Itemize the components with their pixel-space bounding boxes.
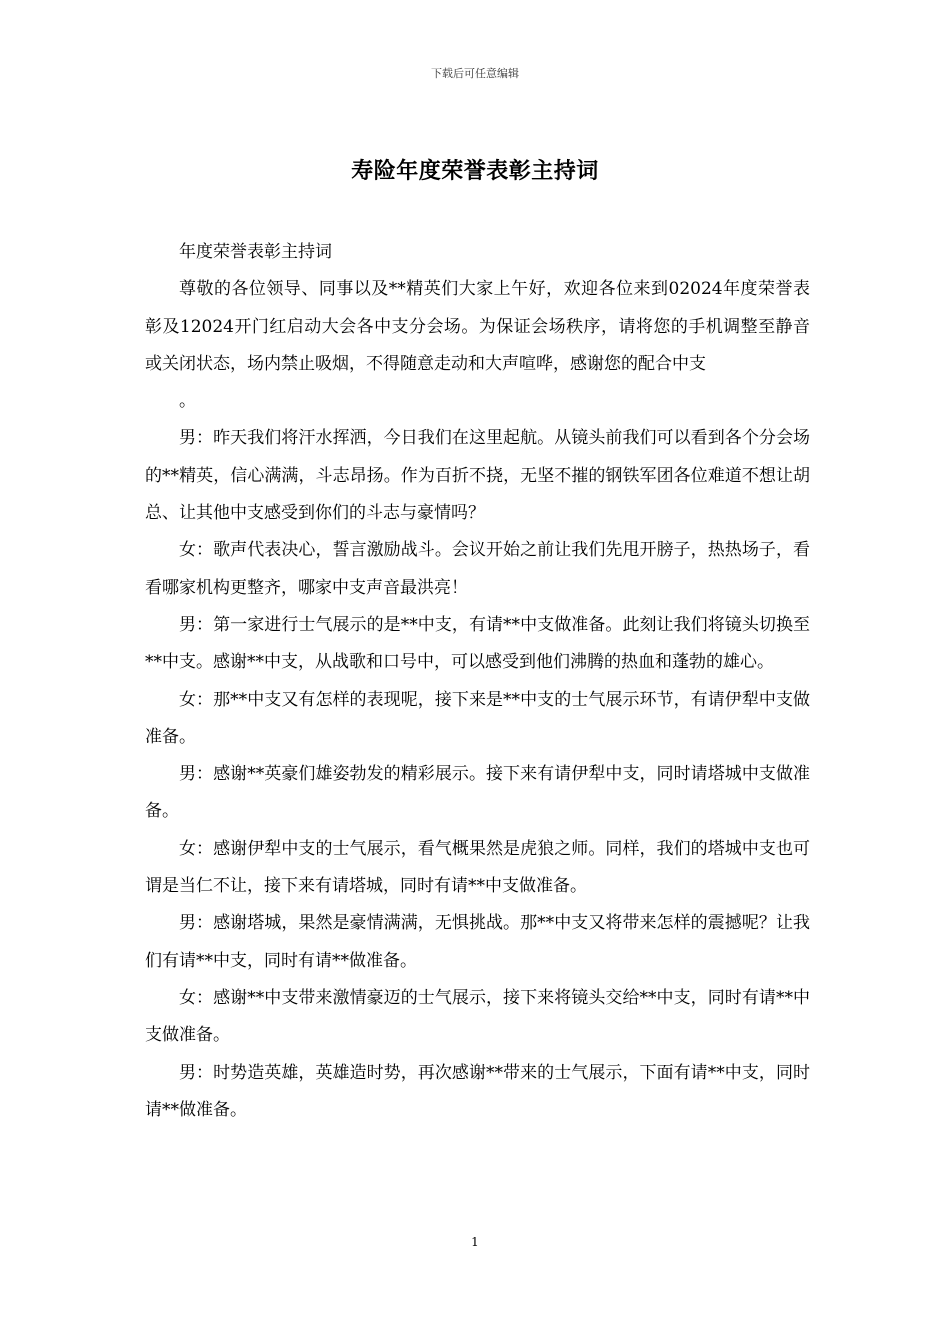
paragraph: 女：感谢**中支带来激情豪迈的士气展示，接下来将镜头交给**中支，同时有请**中支做准备。 bbox=[145, 987, 810, 1046]
page-header-note: 下载后可任意编辑 bbox=[431, 67, 519, 80]
paragraph: 男：第一家进行士气展示的是**中支，有请**中支做准备。此刻让我们将镜头切换至**中支。感谢**中支，从战歌和口号中，可以感受到他们沸腾的热血和蓬勃的雄心。 bbox=[145, 614, 810, 673]
paragraph: 。 bbox=[179, 391, 196, 412]
paragraph: 男：感谢**英豪们雄姿勃发的精彩展示。接下来有请伊犁中支，同时请塔城中支做准备。 bbox=[145, 764, 810, 822]
paragraph: 男：感谢塔城，果然是豪情满满，无惧挑战。那**中支又将带来怎样的震撼呢？让我们有请**中支，同时有请**做准备。 bbox=[145, 913, 810, 971]
paragraph: 男：昨天我们将汗水挥洒，今日我们在这里起航。从镜头前我们可以看到各个分会场的**精英，信心满满，斗志昂扬。作为百折不挠，无坚不摧的钢铁军团各位难道不想让胡总、让其他中支感受到你们的斗志与豪情吗？ bbox=[145, 428, 810, 524]
document-title: 寿险年度荣誉表彰主持词 bbox=[351, 158, 599, 184]
page-number: 1 bbox=[471, 1235, 479, 1249]
paragraph: 女：感谢伊犁中支的士气展示，看气概果然是虎狼之师。同样，我们的塔城中支也可谓是当仁不让，接下来有请塔城，同时有请**中支做准备。 bbox=[145, 838, 810, 897]
paragraph: 尊敬的各位领导、同事以及**精英们大家上午好，欢迎各位来到02024年度荣誉表彰及12024开门红启动大会各中支分会场。为保证会场秩序，请将您的手机调整至静音或关闭状态，场内禁止吸烟，不得随意走动和大声喧哗，感谢您的配合中支 bbox=[145, 279, 810, 374]
paragraph: 男：时势造英雄，英雄造时势，再次感谢**带来的士气展示，下面有请**中支，同时请**做准备。 bbox=[145, 1062, 810, 1120]
paragraph: 女：那**中支又有怎样的表现呢，接下来是**中支的士气展示环节，有请伊犁中支做准备。 bbox=[145, 689, 810, 747]
document-body bbox=[145, 234, 810, 1129]
paragraph: 年度荣誉表彰主持词 bbox=[179, 242, 332, 262]
paragraph: 女：歌声代表决心，誓言激励战斗。会议开始之前让我们先甩开膀子，热热场子，看看哪家机构更整齐，哪家中支声音最洪亮！ bbox=[145, 540, 810, 598]
